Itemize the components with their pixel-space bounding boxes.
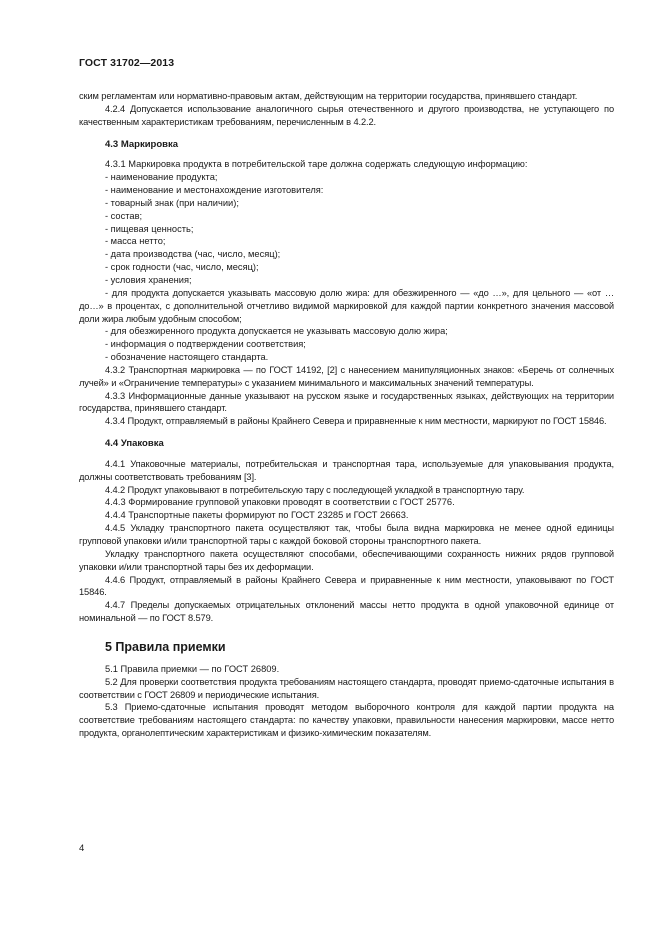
section-heading-4-3: 4.3 Маркировка [105,138,179,150]
list-item: - дата производства (час, число, месяц); [105,249,281,260]
list-item: - товарный знак (при наличии); [105,197,239,208]
document-body [79,90,614,740]
document-code-header: ГОСТ 31702—2013 [79,57,175,69]
paragraph-5-1: 5.1 Правила приемки — по ГОСТ 26809. [105,663,280,674]
page-number: 4 [79,843,85,854]
section-heading-4-4: 4.4 Упаковка [105,438,164,450]
paragraph-4-3-3: 4.3.3 Информационные данные указывают на русском языке и государственных языках, действующих на территории государства, принявшего стандарт. [79,390,614,414]
list-item: - наименование продукта; [105,172,218,183]
paragraph-4-4-5-continued: Укладку транспортного пакета осуществляют способами, обеспечивающими сохранность нижних рядов групповой упаковки и/или транспортной тары без их деформации. [79,548,614,572]
paragraph-4-4-1: 4.4.1 Упаковочные материалы, потребительская и транспортная тара, используемые для упаковывания продукта, должны соответствовать требованиям [3]. [79,458,614,482]
list-item: - состав; [105,210,143,221]
paragraph-fat-content: - для продукта допускается указывать массовую долю жира: для обезжиренного — «до …», для цельного — «от … до…» в процентах, с дополнительной отчетливо видимой маркировкой для каждой партии конкретного значения массовой доли жира любым удобным способом; [79,287,614,324]
paragraph-4-4-3: 4.4.3 Формирование групповой упаковки проводят в соответствии с ГОСТ 25776. [105,497,455,508]
paragraph-4-4-7: 4.4.7 Пределы допускаемых отрицательных отклонений массы нетто продукта в одной упаковочной единице от номинальной — по ГОСТ 8.579. [79,600,614,624]
paragraph-4-2-4: 4.2.4 Допускается использование аналогичного сырья отечественного и другого производства, не уступающего по качественным характеристикам требованиям, перечисленным в 4.2.2. [79,103,614,127]
paragraph-5-3: 5.3 Приемо-сдаточные испытания проводят методом выборочного контроля для каждой партии продукта на соответствие требованиям настоящего стандарта: по качеству упаковки, правильности нанесения маркировки, массе нетто продукта, органолептическим характеристикам и физико-химическим показателям. [79,702,614,739]
paragraph-continuation: ским регламентам или нормативно-правовым актам, действующим на территории государства, принявшего стандарт. [79,91,578,101]
list-item: - обозначение настоящего стандарта. [105,352,269,363]
list-item: - пищевая ценность; [105,223,194,234]
list-item: - наименование и местонахождение изготовителя: [105,185,324,196]
paragraph-4-3-4: 4.3.4 Продукт, отправляемый в районы Крайнего Севера и приравненные к ним местности, маркируют по ГОСТ 15846. [105,416,607,427]
chapter-heading-5: 5 Правила приемки [105,639,226,654]
list-item: - условия хранения; [105,274,192,285]
paragraph-4-3-2: 4.3.2 Транспортная маркировка — по ГОСТ 14192, [2] с нанесением манипуляционных знаков: «Беречь от солнечных лучей» и «Ограничение температуры» с указанием минимального и максимальных значений температуры. [79,364,614,388]
paragraph-4-4-2: 4.4.2 Продукт упаковывают в потребительскую тару с последующей укладкой в транспортную тару. [105,484,525,495]
paragraph-4-4-5: 4.4.5 Укладку транспортного пакета осуществляют так, чтобы была видна маркировка не менее одной единицы групповой упаковки и/или транспортной тары с каждой боковой стороны транспортного пакета. [79,523,614,546]
paragraph-4-4-6: 4.4.6 Продукт, отправляемый в районы Крайнего Севера и приравненные к ним местности, упаковывают по ГОСТ 15846. [79,574,614,598]
list-item: - для обезжиренного продукта допускается не указывать массовую долю жира; [105,326,448,337]
paragraph-5-2: 5.2 Для проверки соответствия продукта требованиям настоящего стандарта, проводят приемо-сдаточные испытания в соответствии с ГОСТ 26809 и периодические испытания. [79,676,614,700]
list-item: - масса нетто; [105,236,166,247]
list-item: - информация о подтверждении соответствия; [105,339,306,350]
list-item: - срок годности (час, число, месяц); [105,262,259,273]
paragraph-4-4-4: 4.4.4 Транспортные пакеты формируют по ГОСТ 23285 и ГОСТ 26663. [105,510,409,521]
paragraph-4-3-1: 4.3.1 Маркировка продукта в потребительской таре должна содержать следующую информацию: [105,159,528,170]
